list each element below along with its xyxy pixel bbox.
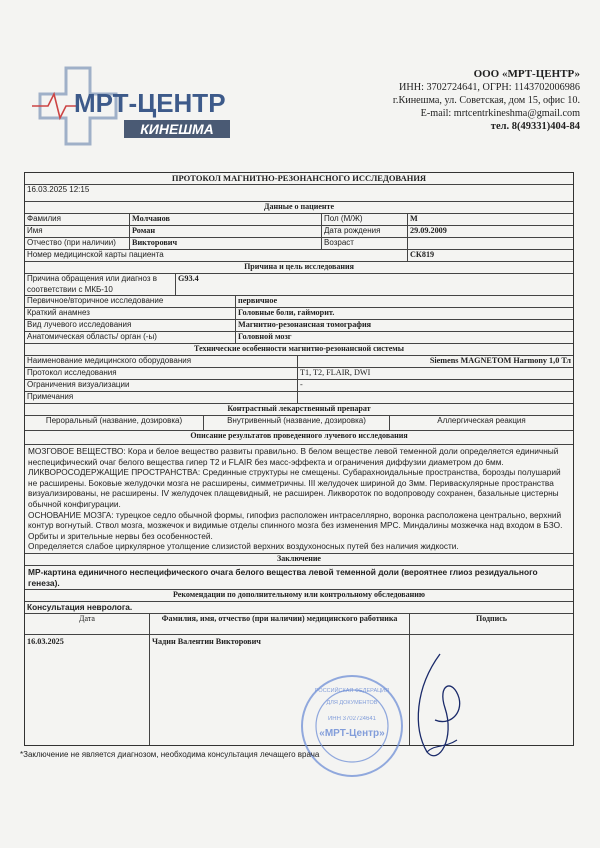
sex-label: Пол (М/Ж) <box>321 214 407 225</box>
sex-value: М <box>407 214 573 225</box>
stamp-inn: ИНН 3702724641 <box>327 716 377 722</box>
patronymic-value: Викторович <box>129 238 321 249</box>
protocol-table <box>24 172 574 746</box>
name-value: Роман <box>129 226 321 237</box>
card-number: СК819 <box>407 250 573 261</box>
contrast-row <box>25 415 573 430</box>
sig-sign-header: Подпись <box>409 614 573 634</box>
logo-subtext: КИНЕШМА <box>140 121 214 137</box>
description-section-title: Описание результатов проведенного лучевого исследования <box>190 431 408 440</box>
description-section-header <box>25 430 573 444</box>
conclusion-section-title: Заключение <box>277 553 321 563</box>
anamnesis-value: Головные боли, гайморит. <box>235 308 573 319</box>
conclusion-text: МР-картина единичного неспецифического очага белого вещества левой теменной доли (вероятнее глиоз резидуального генеза). <box>28 566 538 588</box>
org-name: ООО «МРТ-ЦЕНТР» <box>473 68 580 80</box>
recommendations-text: Консультация невролога. <box>27 602 133 613</box>
dob-label: Дата рождения <box>321 226 407 237</box>
reason-section-header <box>25 261 573 273</box>
study-type-value: Магнитно-резонансная томография <box>235 320 573 331</box>
icd-label: Причина обращения или диагноз в соответствии с МКБ-10 <box>27 274 157 294</box>
clinic-logo <box>28 60 238 150</box>
contrast-iv: Внутривенный (название, дозировка) <box>203 416 389 430</box>
description-brain-base: ОСНОВАНИЕ МОЗГА: турецкое седло обычной формы, гипофиз расположен интраселлярно, воронка расположена центрально, верхний контур вогнутый. Ствол мозга, мозжечок и видимые отделы спинного мозга без изменения МРС. Миндалины мозжечка над входом в БЗО. Орбиты и зрительные нервы без особенностей. <box>28 509 563 541</box>
doctor-signature <box>405 648 475 763</box>
patient-row-3 <box>25 237 573 249</box>
notes-label: Примечания <box>27 392 74 401</box>
surname-value: Молчанов <box>129 214 321 225</box>
primary-label: Первичное/вторичное исследование <box>27 296 164 305</box>
technical-row-notes <box>25 391 573 403</box>
reason-row-primary <box>25 295 573 307</box>
surname-label: Фамилия <box>27 214 61 223</box>
equipment-label: Наименование медицинского оборудования <box>27 356 192 365</box>
recommendations-body <box>25 601 573 613</box>
description-sinuses: Определяется слабое циркулярное утолщение слизистой верхних воздухоносных путей без наличия жидкости. <box>28 541 459 552</box>
reason-row-anamnesis <box>25 307 573 319</box>
footer-note: *Заключение не является диагнозом, необходима консультация лечащего врача <box>20 750 320 759</box>
scan-protocol-value: T1, T2, FLAIR, DWI <box>297 368 573 379</box>
age-value <box>407 238 573 249</box>
recommendations-section-header <box>25 589 573 601</box>
reason-row-area <box>25 331 573 343</box>
sig-fio-header: Фамилия, имя, отчество (при наличии) медицинского работника <box>149 614 409 634</box>
org-inn: ИНН: 3702724641, ОГРН: 1143702006986 <box>399 82 580 93</box>
age-label: Возраст <box>321 238 407 249</box>
name-label: Имя <box>27 226 43 235</box>
protocol-title-text: ПРОТОКОЛ МАГНИТНО-РЕЗОНАНСНОГО ИССЛЕДОВАНИЯ <box>171 173 427 183</box>
description-brain-matter: МОЗГОВОЕ ВЕЩЕСТВО: Кора и белое вещество развиты правильно. В белом веществе левой теменной доли определяется единичный неспецифический очаг белого вещества гипер Т2 и FLAIR без масс-эффекта и ограничения диффузии диаметром до 6мм. <box>28 446 559 467</box>
dob-value: 29.09.2009 <box>407 226 573 237</box>
org-email: E-mail: mrtcentrkineshma@gmail.com <box>420 108 580 119</box>
technical-row-limits <box>25 379 573 391</box>
patient-row-4 <box>25 249 573 261</box>
organization-info <box>250 68 580 133</box>
patient-row-2 <box>25 225 573 237</box>
description-text <box>25 445 573 553</box>
patronymic-label: Отчество (при наличии) <box>27 238 116 247</box>
protocol-datetime-row <box>25 184 573 201</box>
signature-header-row <box>25 613 573 634</box>
technical-row-equipment <box>25 355 573 367</box>
primary-value: первичное <box>235 296 573 307</box>
patient-row-1 <box>25 213 573 225</box>
contrast-oral: Пероральный (название, дозировка) <box>45 416 183 425</box>
icd-value: G93.4 <box>175 274 573 295</box>
reason-row-type <box>25 319 573 331</box>
logo-text: МРТ-ЦЕНТР <box>74 88 226 118</box>
stamp-line2: ДЛЯ ДОКУМЕНТОВ <box>326 700 378 706</box>
description-csf-spaces: ЛИКВОРОСОДЕРЖАЩИЕ ПРОСТРАНСТВА: Срединные структуры не смещены. Субарахноидальные пространства, борозды полушарий не расширены. Боковые желудочки мозга не расширены, симметричны. III желудочек шириной до 3мм. Периваскулярные пространства визуализированы, не расширены. IV желудочек плащевидный, не расширен. Ликвороток по водопроводу сохранен, базальные цистерны обычной конфигурации. <box>28 467 561 509</box>
clinic-stamp <box>298 672 406 780</box>
equipment-value: Siemens MAGNETOM Harmony 1,0 Тл <box>297 356 573 367</box>
sig-date-header: Дата <box>79 614 95 624</box>
conclusion-section-header <box>25 553 573 565</box>
conclusion-body <box>25 565 573 589</box>
notes-value <box>297 392 573 403</box>
area-label: Анатомическая область/ орган (-ы) <box>27 332 157 341</box>
protocol-datetime: 16.03.2025 12:15 <box>27 185 90 194</box>
contrast-allergy: Аллергическая реакция <box>389 416 573 430</box>
stamp-name: «МРТ-Центр» <box>319 728 385 739</box>
patient-section-title: Данные о пациенте <box>264 202 334 211</box>
sig-doctor-name: Чадин Валентин Викторович <box>149 635 409 745</box>
limits-value: - <box>297 380 573 391</box>
reason-section-title: Причина и цель исследования <box>244 262 354 271</box>
technical-section-header <box>25 343 573 355</box>
limits-label: Ограничения визуализации <box>27 380 130 389</box>
study-type-label: Вид лучевого исследования <box>27 320 132 329</box>
area-value: Головной мозг <box>235 332 573 343</box>
contrast-section-header <box>25 403 573 415</box>
reason-row-icd <box>25 273 573 295</box>
scan-protocol-label: Протокол исследования <box>27 368 117 377</box>
org-phone: тел. 8(49331)404-84 <box>490 121 580 132</box>
anamnesis-label: Краткий анамнез <box>27 308 90 317</box>
contrast-section-title: Контрастный лекарственный препарат <box>227 404 371 413</box>
protocol-title <box>25 173 573 184</box>
recommendations-section-title: Рекомендации по дополнительному или контрольному обследованию <box>173 590 425 600</box>
stamp-line1: РОССИЙСКАЯ ФЕДЕРАЦИЯ <box>314 688 390 694</box>
sig-date: 16.03.2025 <box>27 637 64 647</box>
technical-row-protocol <box>25 367 573 379</box>
technical-section-title: Технические особенности магнитно-резонансной системы <box>194 344 404 353</box>
description-body <box>25 444 573 553</box>
patient-section-header <box>25 201 573 213</box>
org-address: г.Кинешма, ул. Советская, дом 15, офис 10. <box>392 95 580 106</box>
card-label: Номер медицинской карты пациента <box>27 250 164 259</box>
